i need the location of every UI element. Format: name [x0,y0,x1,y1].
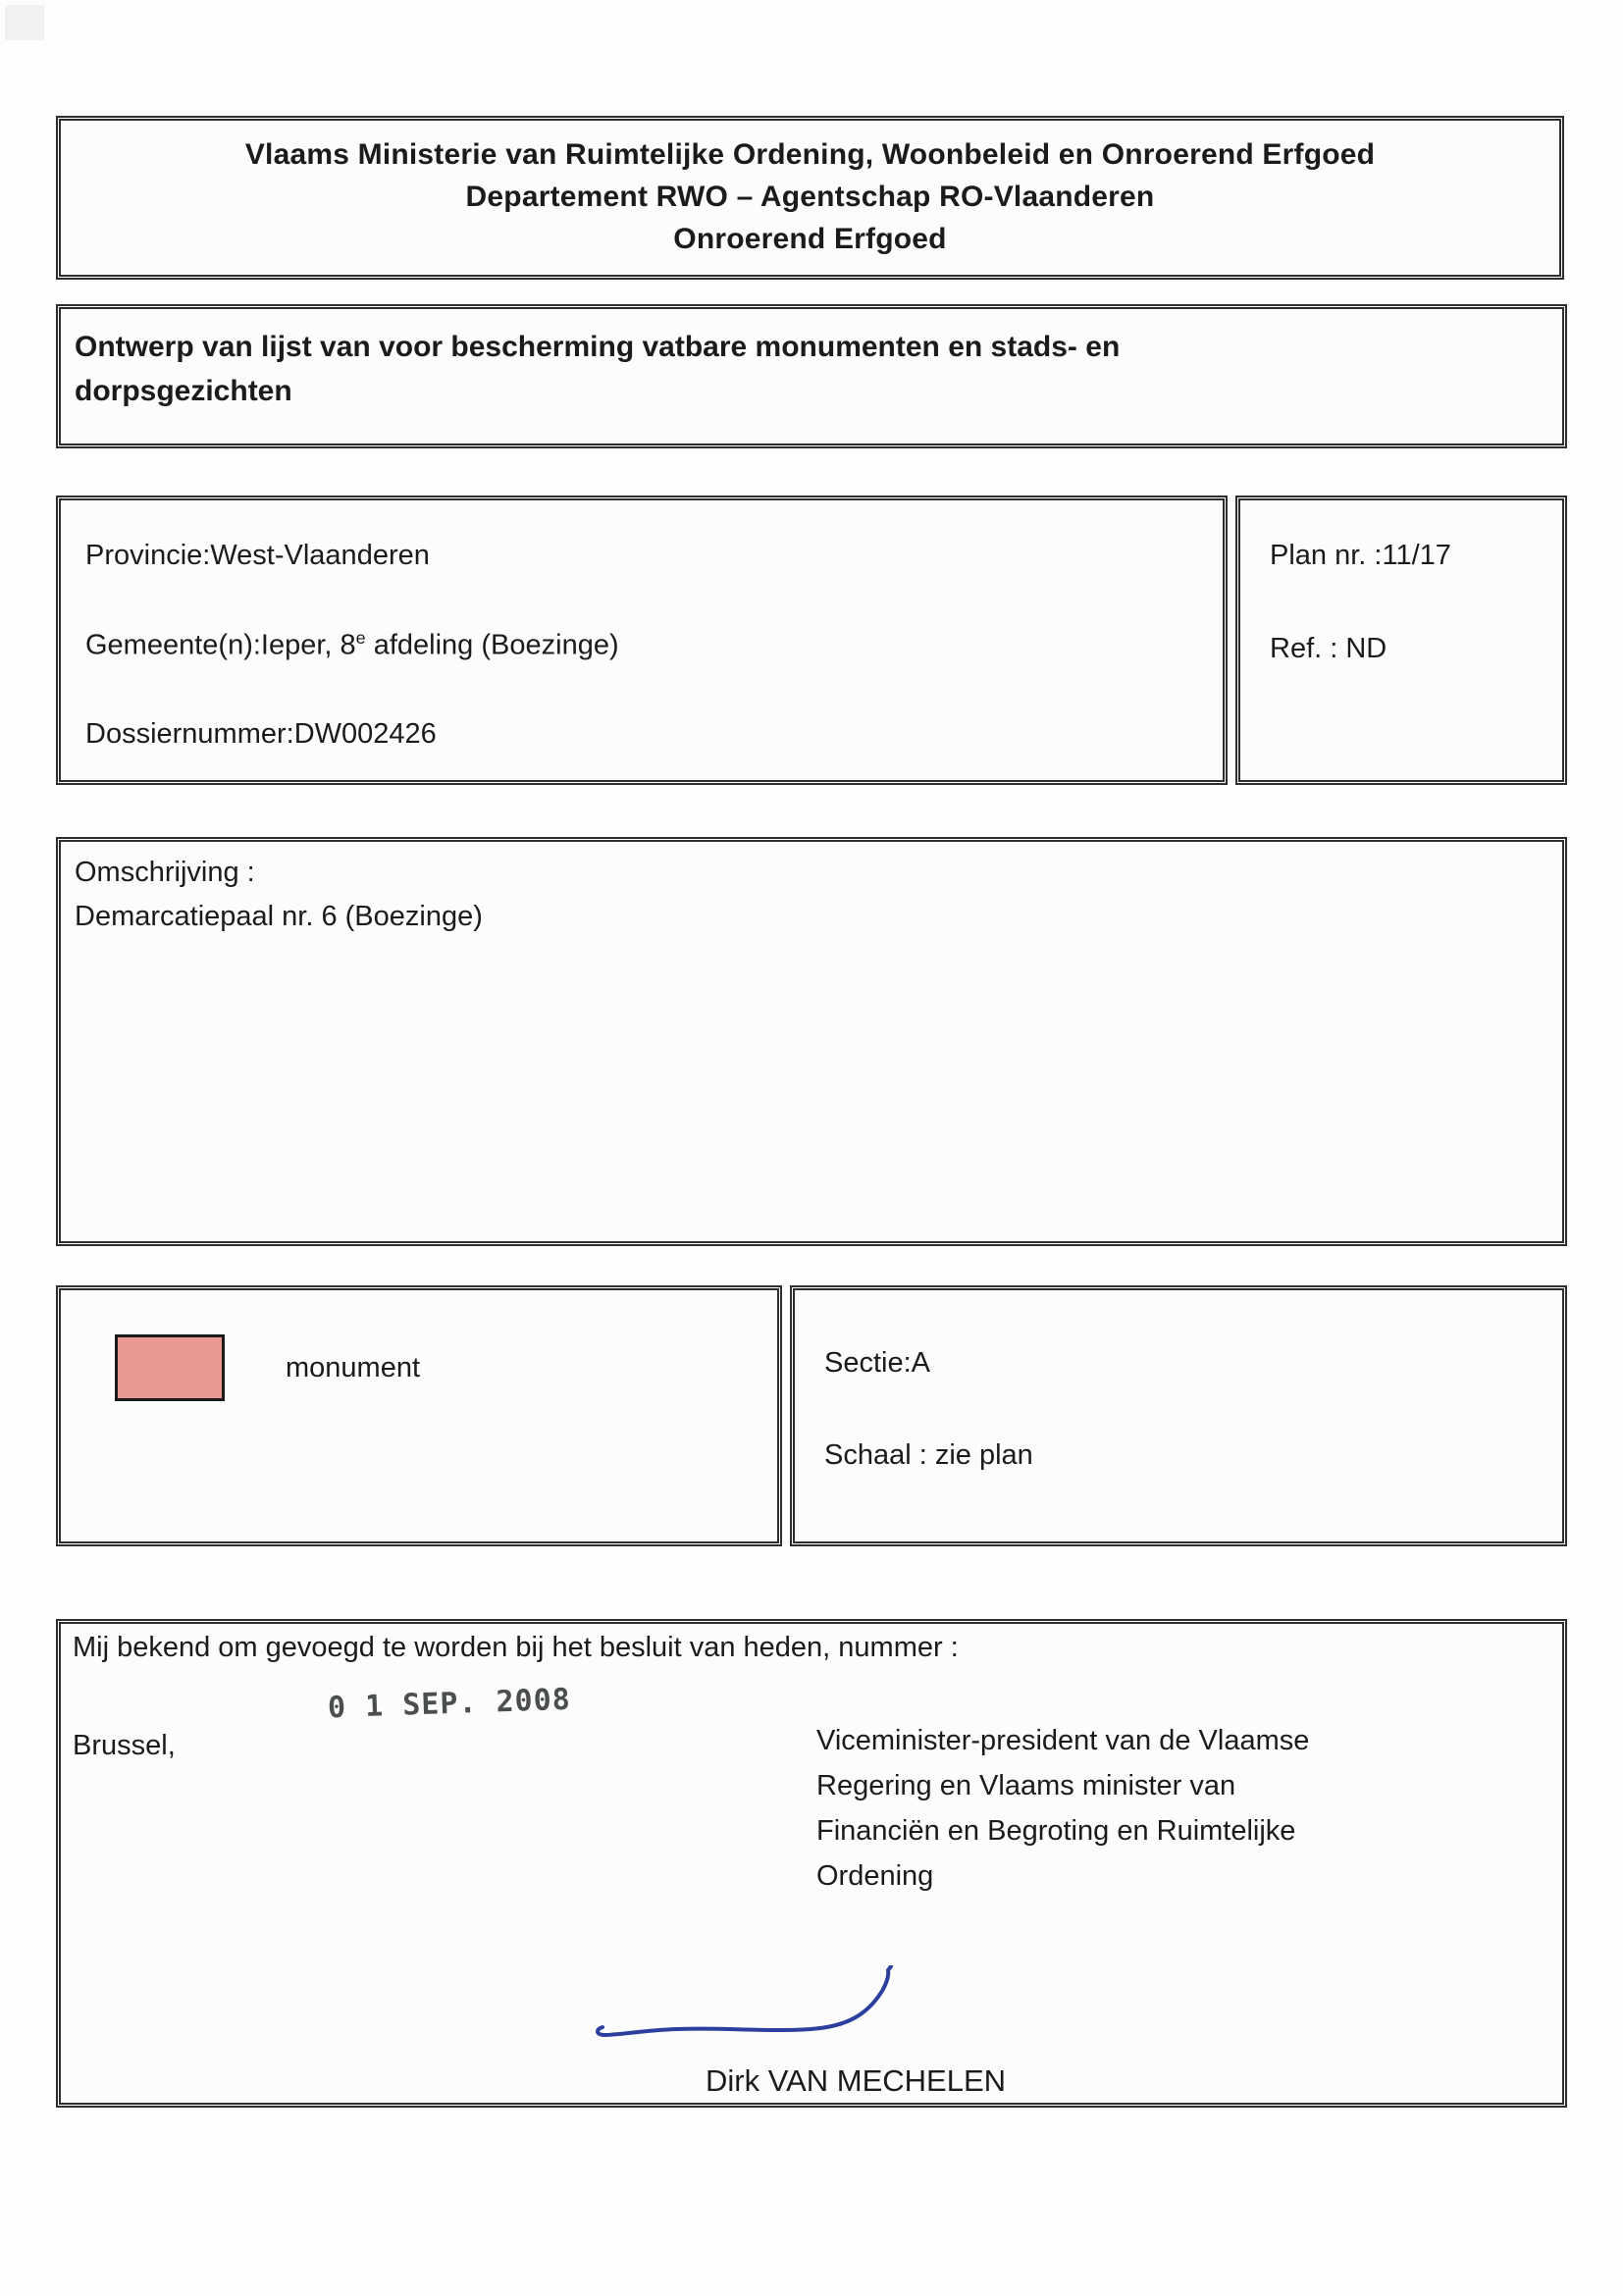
description-box [56,837,1567,1246]
document-title-box [56,304,1567,448]
ministry-header-line1: Vlaams Ministerie van Ruimtelijke Ordening, Woonbeleid en Onroerend Erfgoed [244,138,1376,171]
description-value: Demarcatiepaal nr. 6 (Boezinge) [75,901,483,932]
monument-label: monument [286,1351,421,1383]
municipality-value-suffix: afdeling (Boezinge) [365,629,619,661]
plan-number-value: 11/17 [1382,540,1451,571]
municipality-ordinal-superscript: e [355,628,366,648]
description-label: Omschrijving : [75,857,255,888]
signer-title-line: Regering en Vlaams minister van [816,1770,1236,1801]
plan-number-line [1270,540,1562,572]
signer-title-line: Ordening [816,1860,934,1892]
signing-place: Brussel, [73,1730,176,1761]
scan-artifact-corner [5,5,44,40]
section-value: A [911,1347,931,1379]
handwritten-signature [591,1965,915,2049]
date-stamp: 0 1 SEP. 2008 [327,1682,572,1726]
scale-line [824,1439,1562,1472]
province-label: Provincie: [85,540,211,571]
section-line [824,1347,1562,1380]
reference-line [1270,633,1562,665]
signer-title-line: Viceminister-president van de Vlaamse [816,1725,1310,1756]
ministry-header-box [56,116,1564,280]
municipality-line [85,628,1223,662]
scale-value: zie plan [934,1439,1033,1471]
ministry-header-line2: Departement RWO – Agentschap RO-Vlaanderen [465,181,1155,213]
municipality-value-prefix: Ieper, 8 [260,629,356,661]
scale-label: Schaal : [824,1439,935,1471]
monument-color-swatch [115,1334,225,1401]
province-line [85,540,1223,572]
section-scale-box [790,1285,1567,1546]
reference-label: Ref. : [1270,633,1346,664]
dossier-line [85,718,1223,751]
signer-title-line: Financiën en Begroting en Ruimtelijke [816,1815,1296,1847]
province-value: West-Vlaanderen [210,540,430,571]
signature-stroke-svg [591,1965,915,2049]
signer-title [816,1718,1309,1899]
case-info-box [56,496,1228,785]
municipality-label: Gemeente(n): [85,629,261,661]
document-title: Ontwerp van lijst van voor bescherming vatbare monumenten en stads- en dorpsgezichten [75,331,1121,407]
legend-box [56,1285,782,1546]
reference-value: ND [1345,633,1387,664]
signing-box [56,1619,1567,2108]
plan-ref-box [1235,496,1567,785]
signer-name: Dirk VAN MECHELEN [705,2063,1007,2098]
decree-statement: Mij bekend om gevoegd te worden bij het besluit van heden, nummer : [73,1632,959,1663]
legend-row [115,1334,777,1401]
ministry-header-line3: Onroerend Erfgoed [673,223,947,255]
dossier-value: DW002426 [293,717,437,750]
plan-number-label: Plan nr. : [1270,540,1383,571]
section-label: Sectie: [824,1347,912,1379]
dossier-label: Dossiernummer: [85,717,294,750]
